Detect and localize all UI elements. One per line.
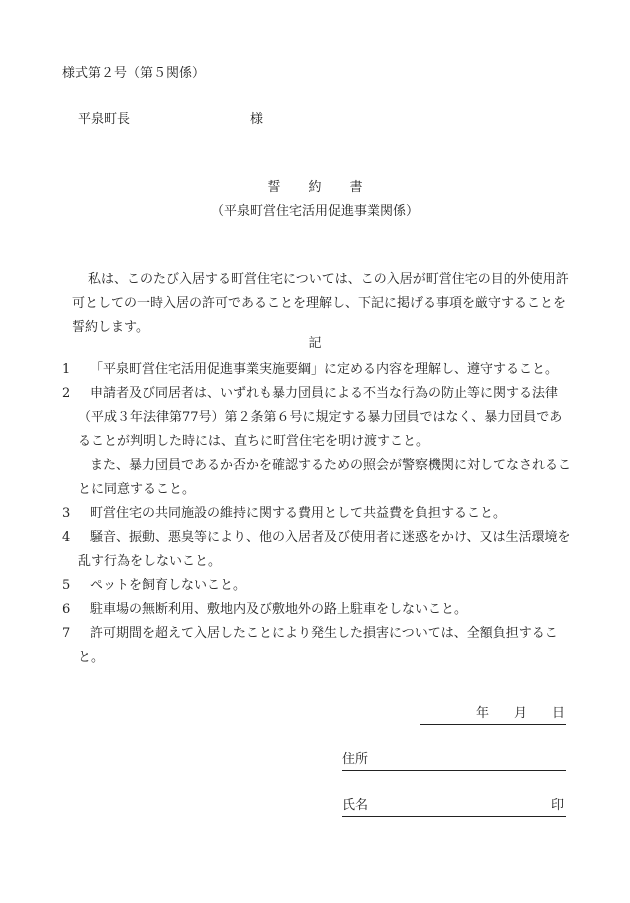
item-number: 2 [62,386,71,401]
pledge-item [62,622,572,670]
pledge-item [62,598,572,622]
address-label: 住所 [342,752,369,767]
item-number: 1 [62,362,71,377]
item-number: 4 [62,530,71,545]
pledge-item [62,574,572,598]
item-text: 申請者及び同居者は、いずれも暴力団員による不当な行為の防止等に関する法律（平成３年法律第77号）第２条第６号に規定する暴力団員ではなく、暴力団員であることが判明した時には、直ちに町営住宅を明け渡すこと。 [78,386,563,449]
name-label: 氏名 [342,798,369,813]
item-number: 6 [62,602,71,617]
item-text: 町営住宅の共同施設の維持に関する費用として共益費を負担すること。 [90,506,507,521]
form-id: 様式第２号（第５関係） [62,66,206,81]
pledge-item [62,526,572,574]
document-subtitle: （平泉町営住宅活用促進事業関係） [210,204,419,219]
seal-mark: 印 [550,798,564,813]
pledge-paragraph: 私は、このたび入居する町営住宅については、この入居が町営住宅の目的外使用許可としての一時入居の許可であることを理解し、下記に掲げる事項を厳守することを誓約します。 [72,272,569,335]
item-text: 騒音、振動、悪臭等により、他の入居者及び使用者に迷惑をかけ、又は生活環境を乱す行為をしないこと。 [78,530,571,569]
address-field[interactable] [342,752,566,771]
item-number: 5 [62,578,71,593]
item-subtext: また、暴力団員であるか否かを確認するための照会が警察機関に対してなされることに同意すること。 [78,458,572,497]
pledge-item [62,358,572,382]
date-field[interactable] [420,706,566,725]
item-number: 3 [62,506,71,521]
date-day-label: 日 [552,706,566,721]
pledge-item [62,502,572,526]
item-text: 駐車場の無断利用、敷地内及び敷地外の路上駐車をしないこと。 [90,602,468,617]
item-text: 「平泉町営住宅活用促進事業実施要綱」に定める内容を理解し、遵守すること。 [90,362,559,377]
item-number: 7 [62,626,71,641]
item-text: 許可期間を超えて入居したことにより発生した損害については、全額負担すること。 [78,626,558,665]
pledge-items [62,358,572,670]
addressee [78,112,264,128]
item-text: ペットを飼育しないこと。 [90,578,247,593]
honorific: 様 [250,112,264,127]
ki-heading: 記 [308,336,322,351]
addressee-name: 平泉町長 [78,112,131,127]
date-month-label: 月 [514,706,528,721]
pledge-item [62,382,572,502]
document-title: 誓約書 [267,180,391,195]
name-field[interactable] [342,798,566,817]
date-year-label: 年 [476,706,490,721]
